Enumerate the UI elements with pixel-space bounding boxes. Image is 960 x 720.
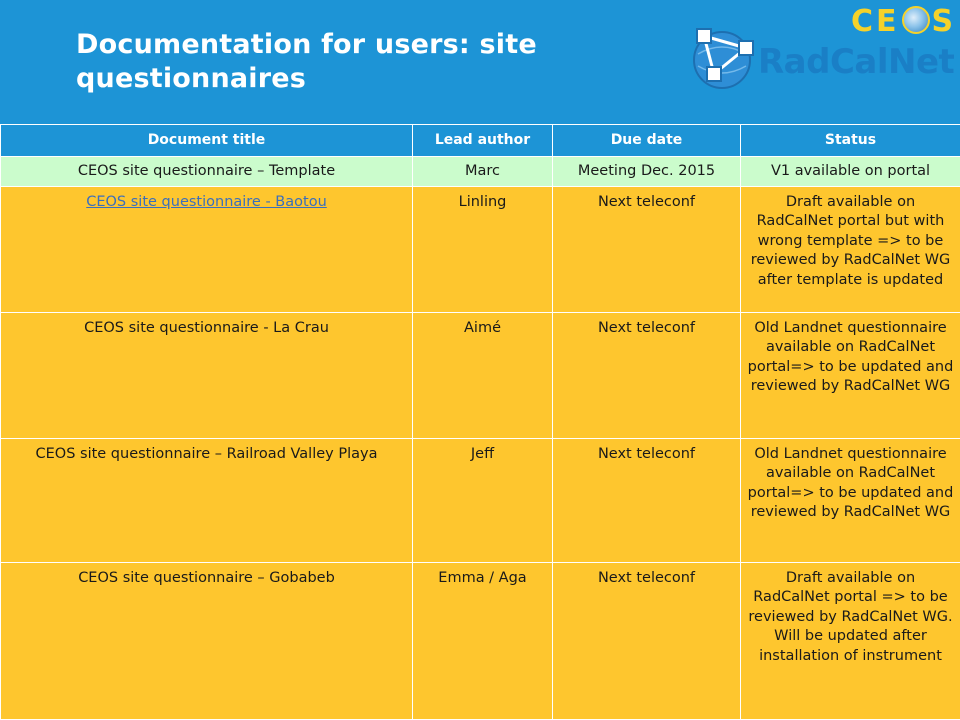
- ceos-logo-s: S: [931, 4, 957, 39]
- questionnaire-table: [0, 124, 960, 720]
- table-row: [1, 187, 960, 313]
- cell-lead-author: Jeff: [413, 439, 553, 563]
- table-row: [1, 563, 960, 720]
- cell-due-date: Next teleconf: [553, 313, 741, 439]
- table-header-row: [1, 125, 960, 157]
- cell-due-date: Next teleconf: [553, 563, 741, 720]
- cell-lead-author: Aimé: [413, 313, 553, 439]
- network-globe-icon: [688, 24, 768, 90]
- column-header-due-date: Due date: [553, 125, 741, 157]
- cell-document-title: CEOS site questionnaire – Gobabeb: [1, 563, 413, 720]
- cell-status: Old Landnet questionnaire available on RadCalNet portal=> to be updated and reviewed by RadCalNet WG: [741, 313, 960, 439]
- cell-status: Draft available on RadCalNet portal => to be reviewed by RadCalNet WG. Will be updated after installation of instrument: [741, 563, 960, 720]
- table-row: [1, 313, 960, 439]
- cell-due-date: Next teleconf: [553, 439, 741, 563]
- radcalnet-logo: [688, 24, 954, 90]
- table-row: [1, 157, 960, 187]
- column-header-status: Status: [741, 125, 960, 157]
- ceos-logo-c: C: [851, 4, 877, 39]
- cell-document-title: CEOS site questionnaire – Railroad Valley Playa: [1, 439, 413, 563]
- cell-due-date: Next teleconf: [553, 187, 741, 313]
- baotou-questionnaire-link[interactable]: CEOS site questionnaire - Baotou: [86, 194, 327, 210]
- radcalnet-wordmark: RadCalNet: [758, 42, 955, 82]
- column-header-lead-author: Lead author: [413, 125, 553, 157]
- cell-document-title: [1, 187, 413, 313]
- cell-document-title: CEOS site questionnaire - La Crau: [1, 313, 413, 439]
- cell-lead-author: Marc: [413, 157, 553, 187]
- slide-header: [0, 0, 960, 124]
- cell-status: V1 available on portal: [741, 157, 960, 187]
- cell-due-date: Meeting Dec. 2015: [553, 157, 741, 187]
- table-row: [1, 439, 960, 563]
- cell-status: Old Landnet questionnaire available on RadCalNet portal=> to be updated and reviewed by RadCalNet WG: [741, 439, 960, 563]
- cell-lead-author: Emma / Aga: [413, 563, 553, 720]
- cell-lead-author: Linling: [413, 187, 553, 313]
- ceos-logo-e: E: [876, 4, 900, 39]
- column-header-document-title: Document title: [1, 125, 413, 157]
- cell-status: Draft available on RadCalNet portal but with wrong template => to be reviewed by RadCalNet WG after template is updated: [741, 187, 960, 313]
- cell-document-title: CEOS site questionnaire – Template: [1, 157, 413, 187]
- page-title: Documentation for users: site questionnaires: [76, 29, 537, 94]
